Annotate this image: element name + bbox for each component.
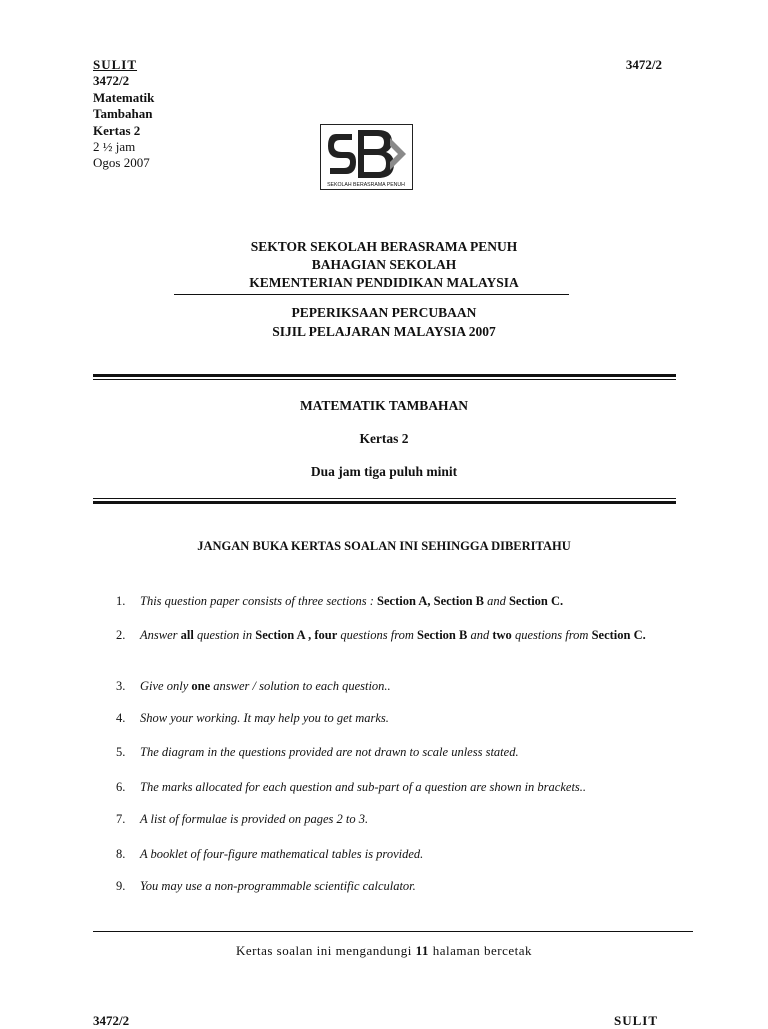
exam-date: Ogos 2007: [93, 155, 150, 171]
instruction-italic-text: Answer: [140, 628, 181, 642]
instruction-italic-text: and: [487, 594, 509, 608]
instructions-list: [116, 0, 676, 1024]
instruction-text: [140, 878, 670, 894]
instruction-number: 8.: [116, 847, 126, 861]
instruction-italic-text: question in: [193, 628, 256, 642]
page-count-note: [0, 943, 768, 959]
instruction-number: 2.: [116, 628, 126, 642]
duration: 2 ½ jam: [93, 139, 136, 155]
instruction-text: [140, 627, 670, 643]
subject-line2: Tambahan: [93, 106, 153, 122]
paper-number-center: Kertas 2: [359, 431, 409, 446]
exam-line2: SIJIL PELAJARAN MALAYSIA 2007: [272, 324, 496, 339]
subject-line1: Matematik: [93, 89, 155, 105]
instruction-text: [140, 811, 670, 827]
instruction-italic-text: Show your working. It may help you to get marks.: [140, 711, 389, 725]
instruction-text: [140, 710, 670, 726]
instruction-number: 4.: [116, 711, 126, 725]
bottom-sulit: SULIT: [613, 1013, 658, 1028]
page-count-prefix: Kertas soalan ini mengandungi: [236, 943, 416, 958]
instruction-bold-text: Section B: [417, 628, 468, 642]
warning-text: JANGAN BUKA KERTAS SOALAN INI SEHINGGA DIBERITAHU: [197, 539, 571, 553]
logo-caption: SEKOLAH BERASRAMA PENUH: [327, 182, 405, 188]
instruction-italic-text: The marks allocated for each question and sub-part of a question are shown in brackets..: [140, 780, 587, 794]
instruction-bold-text: Section A , four: [255, 628, 338, 642]
instruction-text: [140, 744, 670, 760]
instruction-italic-text: questions from: [511, 628, 592, 642]
page-count-suffix: halaman bercetak: [428, 943, 532, 958]
paper-duration: Dua jam tiga puluh minit: [310, 464, 458, 479]
instruction-text: [140, 678, 670, 694]
instruction-bold-text: Section C.: [591, 628, 646, 642]
instruction-bold-text: one: [191, 679, 211, 693]
instruction-number: 9.: [116, 879, 126, 893]
instruction-text: [140, 846, 670, 862]
instruction-bold-text: two: [492, 628, 512, 642]
instruction-text: [140, 779, 670, 795]
instruction-number: 5.: [116, 745, 126, 759]
instruction-italic-text: The diagram in the questions provided are not drawn to scale unless stated.: [140, 745, 519, 759]
page-count: 11: [415, 943, 429, 958]
instruction-number: 3.: [116, 679, 126, 693]
header-code-right: 3472/2: [625, 57, 662, 72]
paper-title: MATEMATIK TAMBAHAN: [299, 398, 469, 413]
instruction-bold-text: Section C.: [508, 594, 564, 608]
sulit-label: SULIT: [93, 57, 138, 72]
exam-line1: PEPERIKSAAN PERCUBAAN: [291, 305, 477, 320]
instruction-italic-text: You may use a non-programmable scientific calculator.: [140, 879, 416, 893]
instruction-italic-text: This question paper consists of three sections :: [140, 594, 378, 608]
paper-number: Kertas 2: [93, 122, 141, 138]
bottom-code: 3472/2: [93, 1013, 130, 1028]
instruction-italic-text: Give only: [140, 679, 192, 693]
org-line3: KEMENTERIAN PENDIDIKAN MALAYSIA: [249, 275, 519, 290]
instruction-number: 7.: [116, 812, 126, 826]
org-line2: BAHAGIAN SEKOLAH: [311, 257, 457, 272]
paper-code: 3472/2: [93, 73, 130, 89]
instruction-bold-text: all: [180, 628, 194, 642]
instruction-italic-text: answer / solution to each question..: [210, 679, 391, 693]
instruction-number: 1.: [116, 594, 126, 608]
instruction-italic-text: A list of formulae is provided on pages 2 to 3.: [140, 812, 369, 826]
footer-divider: [93, 931, 693, 932]
instruction-italic-text: and: [467, 628, 493, 642]
instruction-number: 6.: [116, 780, 126, 794]
instruction-bold-text: Section A, Section B: [377, 594, 488, 608]
instruction-italic-text: A booklet of four-figure mathematical tables is provided.: [140, 847, 424, 861]
instruction-italic-text: questions from: [337, 628, 417, 642]
instruction-text: [140, 593, 670, 609]
org-line1: SEKTOR SEKOLAH BERASRAMA PENUH: [250, 239, 518, 254]
